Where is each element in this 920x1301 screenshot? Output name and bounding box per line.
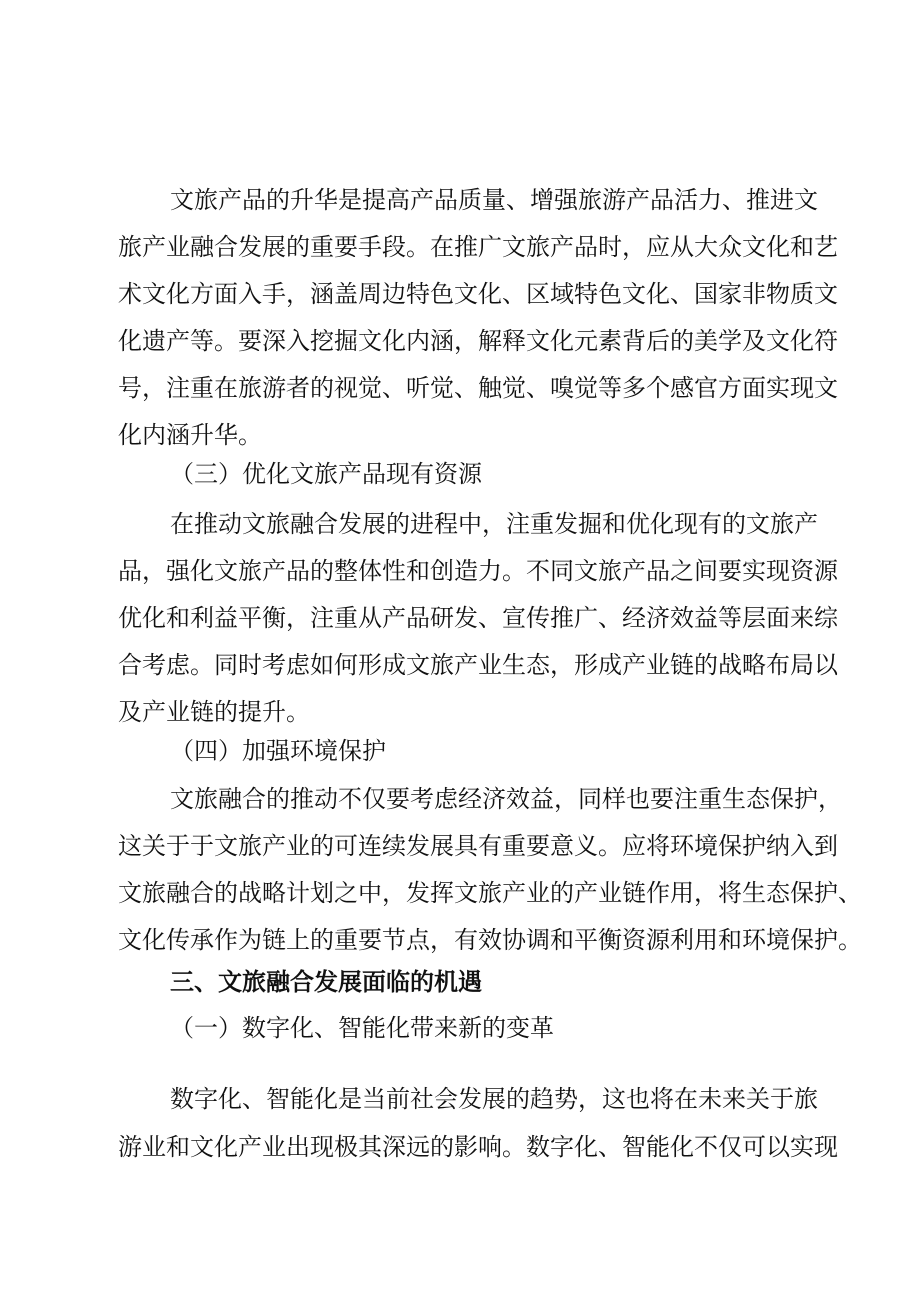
section-heading: （一）数字化、智能化带来新的变革 (170, 1014, 554, 1042)
paragraph-line: 文旅融合的战略计划之中，发挥文旅产业的产业链作用，将生态保护、 (118, 879, 862, 907)
paragraph-line: 这关于于文旅产业的可连续发展具有重要意义。应将环境保护纳入到 (118, 832, 838, 860)
paragraph-line: 旅产业融合发展的重要手段。在推广文旅产品时，应从大众文化和艺 (118, 233, 838, 261)
paragraph-line: 文旅融合的推动不仅要考虑经济效益，同样也要注重生态保护， (170, 785, 842, 813)
paragraph-line: 术文化方面入手，涵盖周边特色文化、区域特色文化、国家非物质文 (118, 280, 838, 308)
section-heading: （三）优化文旅产品现有资源 (170, 460, 482, 488)
paragraph-line: 化内涵升华。 (118, 421, 262, 449)
paragraph-line: 游业和文化产业出现极其深远的影响。数字化、智能化不仅可以实现 (118, 1133, 838, 1161)
paragraph-line: 合考虑。同时考虑如何形成文旅产业生态，形成产业链的战略布局以 (118, 651, 838, 679)
paragraph-line: 文旅产品的升华是提高产品质量、增强旅游产品活力、推进文 (170, 186, 818, 214)
paragraph-line: 化遗产等。要深入挖掘文化内涵，解释文化元素背后的美学及文化符 (118, 327, 838, 355)
paragraph-line: 数字化、智能化是当前社会发展的趋势，这也将在未来关于旅 (170, 1085, 818, 1113)
paragraph-line: 品，强化文旅产品的整体性和创造力。不同文旅产品之间要实现资源 (118, 557, 838, 585)
paragraph-line: 优化和利益平衡，注重从产品研发、宣传推广、经济效益等层面来综 (118, 604, 838, 632)
chapter-heading: 三、文旅融合发展面临的机遇 (170, 968, 482, 996)
paragraph-line: 及产业链的提升。 (118, 698, 310, 726)
section-heading: （四）加强环境保护 (170, 737, 386, 765)
paragraph-line: 号，注重在旅游者的视觉、听觉、触觉、嗅觉等多个感官方面实现文 (118, 374, 838, 402)
paragraph-line: 在推动文旅融合发展的进程中，注重发掘和优化现有的文旅产 (170, 510, 818, 538)
paragraph-line: 文化传承作为链上的重要节点，有效协调和平衡资源利用和环境保护。 (118, 926, 862, 954)
